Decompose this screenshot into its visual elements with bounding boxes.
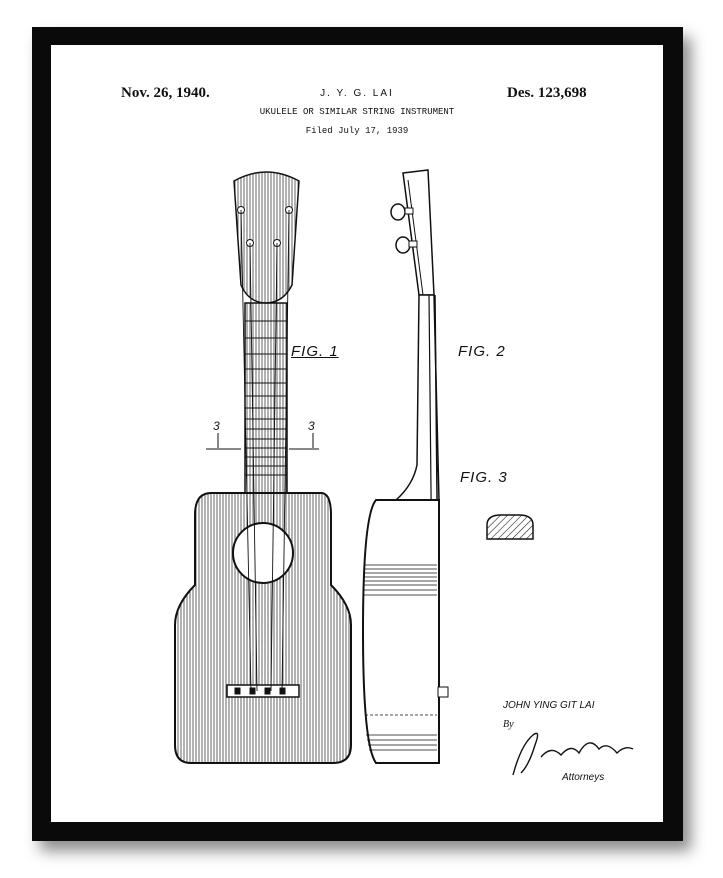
fig-2-label: FIG. 2 (458, 343, 506, 360)
attorney-signature (513, 733, 633, 775)
by-label: By (503, 719, 514, 730)
inventor-signature-name: JOHN YING GIT LAI (503, 700, 595, 711)
patent-number: Des. 123,698 (507, 85, 587, 101)
inventor-name: J. Y. G. LAI (320, 88, 394, 99)
section-mark-right: 3 (308, 419, 315, 433)
body-side (363, 500, 439, 763)
patent-date: Nov. 26, 1940. (121, 85, 210, 101)
filed-date: Filed July 17, 1939 (305, 126, 409, 136)
fig-3-label: FIG. 3 (460, 469, 508, 486)
patent-title: UKULELE OR SIMILAR STRING INSTRUMENT (259, 107, 455, 117)
bridge-side (438, 687, 448, 697)
fig-1-label: FIG. 1 (291, 343, 339, 360)
neck-cross-section (487, 515, 533, 539)
section-mark-left: 3 (213, 419, 220, 433)
tuning-key (391, 204, 405, 220)
headstock (234, 172, 299, 303)
tuning-key (396, 237, 410, 253)
attorneys-label: Attorneys (562, 772, 605, 783)
ukulele-side-view (363, 170, 448, 763)
ukulele-front-view (175, 172, 351, 763)
neck-side (396, 295, 439, 500)
headstock-side (403, 170, 434, 295)
patent-sheet (51, 45, 663, 822)
